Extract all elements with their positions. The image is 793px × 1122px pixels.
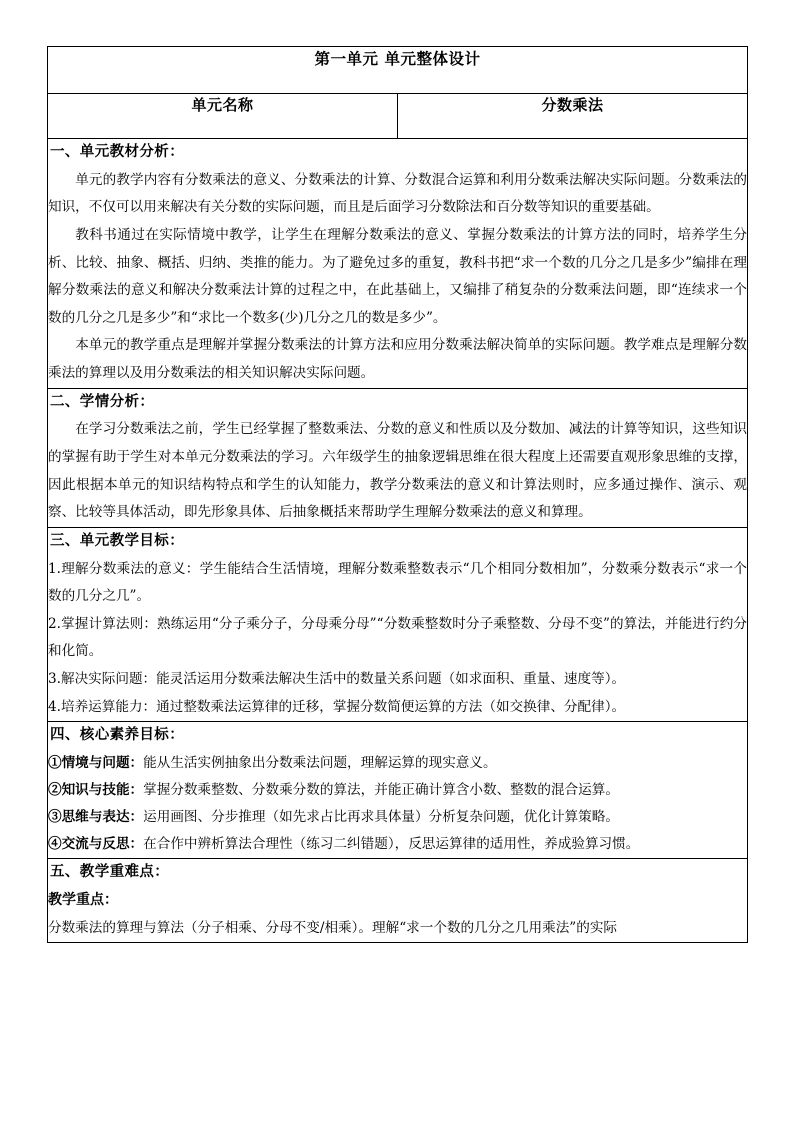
competency-item-1-label: ①情境与问题： <box>48 754 144 771</box>
competency-item-2-text: 掌握分数乘整数、分数乘分数的算法，并能正确计算含小数、整数的混合运算。 <box>143 781 619 798</box>
objective-item-1: 1.理解分数乘法的意义：学生能结合生活情境，理解分数乘整数表示“几个相同分数相加”，分数乘分数表示“求一个数的几分之几”。 <box>48 560 747 605</box>
table-row-unit-name <box>48 94 748 139</box>
section-5-body: 分数乘法的算理与算法（分子相乘、分母不变/相乘）。理解“求一个数的几分之几用乘法”的实际 <box>48 919 618 936</box>
table-row-section-4 <box>48 722 748 858</box>
section-3-heading: 三、单元教学目标： <box>50 531 185 549</box>
competency-item-3-label: ③思维与表达： <box>48 808 144 825</box>
competency-item-2-label: ②知识与技能： <box>48 781 144 798</box>
section-1-paragraph-1: 单元的教学内容有分数乘法的意义、分数乘法的计算、分数混合运算和利用分数乘法解决实际问题。分数乘法的知识，不仅可以用来解决有关分数的实际问题，而且是后面学习分数除法和百分数等知识的重要基础。 <box>48 171 747 216</box>
table-row-section-3 <box>48 527 748 721</box>
competency-item-3 <box>48 804 747 831</box>
section-1-heading: 一、单元教材分析： <box>50 143 185 160</box>
section-2-paragraph-1: 在学习分数乘法之前，学生已经掌握了整数乘法、分数的意义和性质以及分数加、减法的计算等知识，这些知识的掌握有助于学生对本单元分数乘法的学习。六年级学生的抽象逻辑思维在很大程度上还需要直观形象思维的支撑，因此根据本单元的知识结构特点和学生的认知能力，教学分数乘法的意义和计算法则时，应多通过操作、演示、观察、比较等具体活动，即先形象具体、后抽象概括来帮助学生理解分数乘法的意义和算理。 <box>48 421 747 521</box>
section-1-paragraph-3: 本单元的教学重点是理解并掌握分数乘法的计算方法和应用分数乘法解决简单的实际问题。教学难点是理解分数乘法的算理以及用分数乘法的相关知识解决实际问题。 <box>48 337 747 381</box>
unit-name-value: 分数乘法 <box>398 94 748 139</box>
section-2-heading: 二、学情分析： <box>50 392 155 410</box>
document-title: 第一单元 单元整体设计 <box>48 47 748 94</box>
objective-item-3: 3.解决实际问题：能灵活运用分数乘法解决生活中的数量关系问题（如求面积、重量、速度等）。 <box>48 670 626 687</box>
objective-item-2: 2.掌握计算法则：熟练运用“分子乘分子，分母乘分母”“分数乘整数时分子乘整数、分母不变”的算法，并能进行约分和化简。 <box>48 615 747 660</box>
table-row-title <box>48 47 748 94</box>
competency-item-1-text: 能从生活实例抽象出分数乘法问题，理解运算的现实意义。 <box>143 754 497 771</box>
section-5-heading: 五、教学重难点： <box>50 862 170 880</box>
section-5-sub-heading: 教学重点： <box>48 892 118 909</box>
section-textbook-analysis <box>48 139 748 389</box>
section-teaching-objectives <box>48 527 748 721</box>
competency-item-3-text: 运用画图、分步推理（如先求占比再求具体量）分析复杂问题，优化计算策略。 <box>143 808 619 825</box>
section-1-paragraph-2: 教科书通过在实际情境中教学，让学生在理解分数乘法的意义、掌握分数乘法的计算方法的同时，培养学生分析、比较、抽象、概括、归纳、类推的能力。为了避免过多的重复，教科书把“求一个数的几分之几是多少”编排在理解分数乘法的意义和解决分数乘法计算的过程之中，在此基础上，又编排了稍复杂的分数乘法问题，即“连续求一个数的几分之几是多少”和“求比一个数多(少)几分之几的数是多少”。 <box>48 227 747 326</box>
competency-item-2 <box>48 777 747 804</box>
section-4-heading: 四、核心素养目标： <box>50 726 185 744</box>
table-row-section-1 <box>48 139 748 389</box>
section-key-difficult-points <box>48 858 748 943</box>
section-student-analysis <box>48 388 748 527</box>
table-row-section-5 <box>48 858 748 943</box>
unit-design-table <box>47 46 748 943</box>
competency-item-1 <box>48 750 747 777</box>
competency-item-4-text: 在合作中辨析算法合理性（练习二纠错题），反思运算律的适用性，养成验算习惯。 <box>143 835 640 852</box>
unit-name-label: 单元名称 <box>48 94 398 139</box>
competency-item-4 <box>48 831 747 858</box>
competency-item-4-label: ④交流与反思： <box>48 835 144 852</box>
objective-item-4: 4.培养运算能力：通过整数乘法运算律的迁移，掌握分数简便运算的方法（如交换律、分配律）。 <box>48 698 626 715</box>
table-row-section-2 <box>48 388 748 527</box>
section-core-competency <box>48 722 748 858</box>
